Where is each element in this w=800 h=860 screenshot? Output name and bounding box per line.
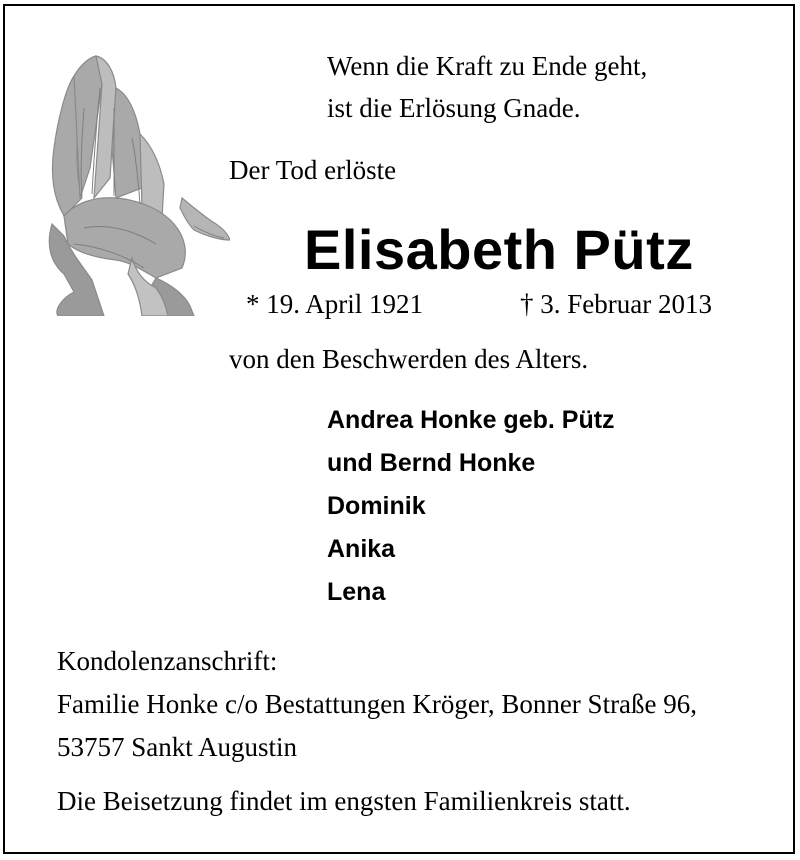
quote-line-1: Wenn die Kraft zu Ende geht,	[327, 51, 648, 81]
condolence-label: Kondolenzanschrift:	[57, 646, 278, 676]
mourners-list	[327, 406, 615, 621]
condolence-address-line-1: Familie Honke c/o Bestattungen Kröger, Bonner Straße 96,	[57, 689, 698, 719]
mourner-name: Andrea Honke geb. Pütz	[327, 406, 615, 434]
burial-note: Die Beisetzung findet im engsten Familienkreis statt.	[57, 786, 631, 816]
cause-text: von den Beschwerden des Alters.	[229, 344, 589, 374]
deceased-name: Elisabeth Pütz	[304, 218, 694, 281]
mourner-name: Lena	[327, 578, 386, 606]
mourner-name: Dominik	[327, 492, 426, 520]
mourner-name: und Bernd Honke	[327, 449, 536, 477]
quote-line-2: ist die Erlösung Gnade.	[327, 93, 581, 123]
intro-text: Der Tod erlöste	[229, 155, 397, 185]
praying-hands-icon	[44, 48, 230, 316]
birth-date: * 19. April 1921	[246, 289, 424, 319]
condolence-address-line-2: 53757 Sankt Augustin	[57, 732, 298, 762]
mourner-name: Anika	[327, 535, 396, 563]
death-date: † 3. Februar 2013	[520, 289, 712, 319]
